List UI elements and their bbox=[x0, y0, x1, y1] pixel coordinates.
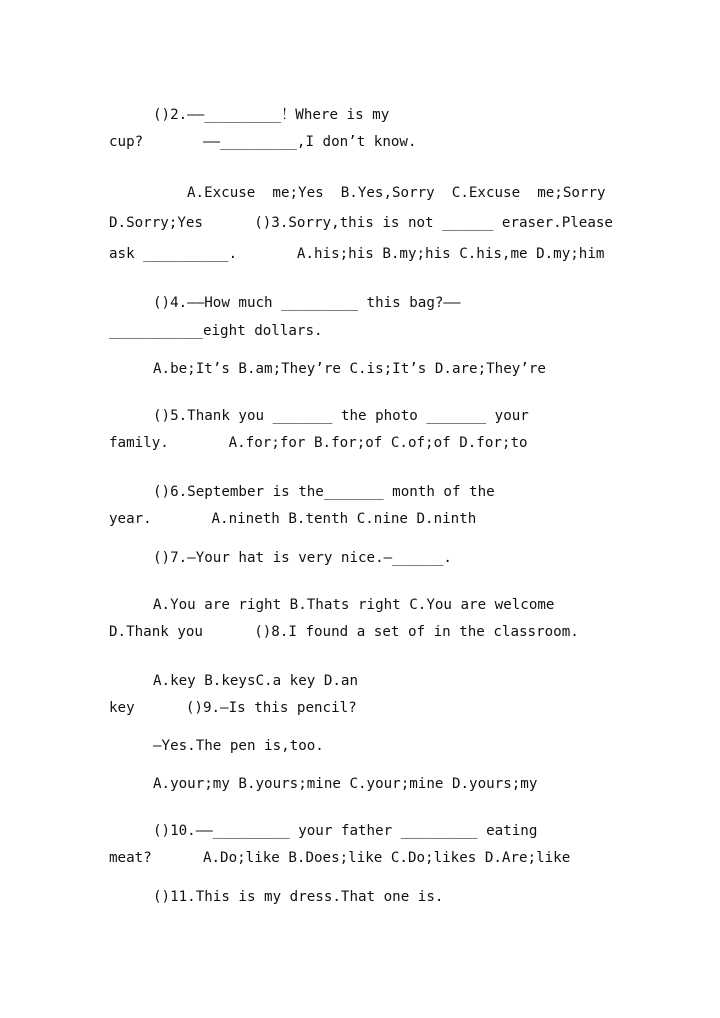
question-2-3-line: D.Sorry;Yes ()3.Sorry,this is not ______ eraser.Please bbox=[109, 215, 613, 231]
question-9-line-2: —Yes.The pen is,too. bbox=[153, 738, 324, 754]
question-4-line-2: ___________eight dollars. bbox=[109, 323, 323, 339]
question-6-line-2: year. A.nineth B.tenth C.nine D.ninth bbox=[109, 511, 477, 527]
question-3-options-line: ask __________. A.his;his B.my;his C.his,me D.my;him bbox=[109, 246, 605, 262]
question-7-8-line: D.Thank you ()8.I found a set of in the classroom. bbox=[109, 624, 579, 640]
question-6-line-1: ()6.September is the_______ month of the bbox=[153, 484, 495, 500]
question-7-line: ()7.—Your hat is very nice.—______. bbox=[153, 550, 452, 566]
question-4-line-1: ()4.——How much _________ this bag?—— bbox=[153, 295, 461, 311]
question-8-9-line: key ()9.—Is this pencil? bbox=[109, 700, 357, 716]
question-9-options: A.your;my B.yours;mine C.your;mine D.yours;my bbox=[153, 776, 538, 792]
question-11-line: ()11.This is my dress.That one is. bbox=[153, 889, 444, 905]
question-5-line-2: family. A.for;for B.for;of C.of;of D.for;to bbox=[109, 435, 528, 451]
question-2-line-2: cup? ——_________,I don’t know. bbox=[109, 134, 417, 150]
question-10-line-1: ()10.——_________ your father _________ eating bbox=[153, 823, 538, 839]
question-5-line-1: ()5.Thank you _______ the photo _______ your bbox=[153, 408, 529, 424]
question-4-options: A.be;It’s B.am;They’re C.is;It’s D.are;They’re bbox=[153, 361, 546, 377]
question-2-options-line-1: A.Excuse me;Yes B.Yes,Sorry C.Excuse me;Sorry bbox=[187, 185, 606, 201]
question-7-options-line-1: A.You are right B.Thats right C.You are welcome bbox=[153, 597, 555, 613]
question-8-options-line-1: A.key B.keysC.a key D.an bbox=[153, 673, 358, 689]
question-10-line-2: meat? A.Do;like B.Does;like C.Do;likes D.Are;like bbox=[109, 850, 571, 866]
question-2-line-1: ()2.——_________！Where is my bbox=[153, 107, 390, 123]
